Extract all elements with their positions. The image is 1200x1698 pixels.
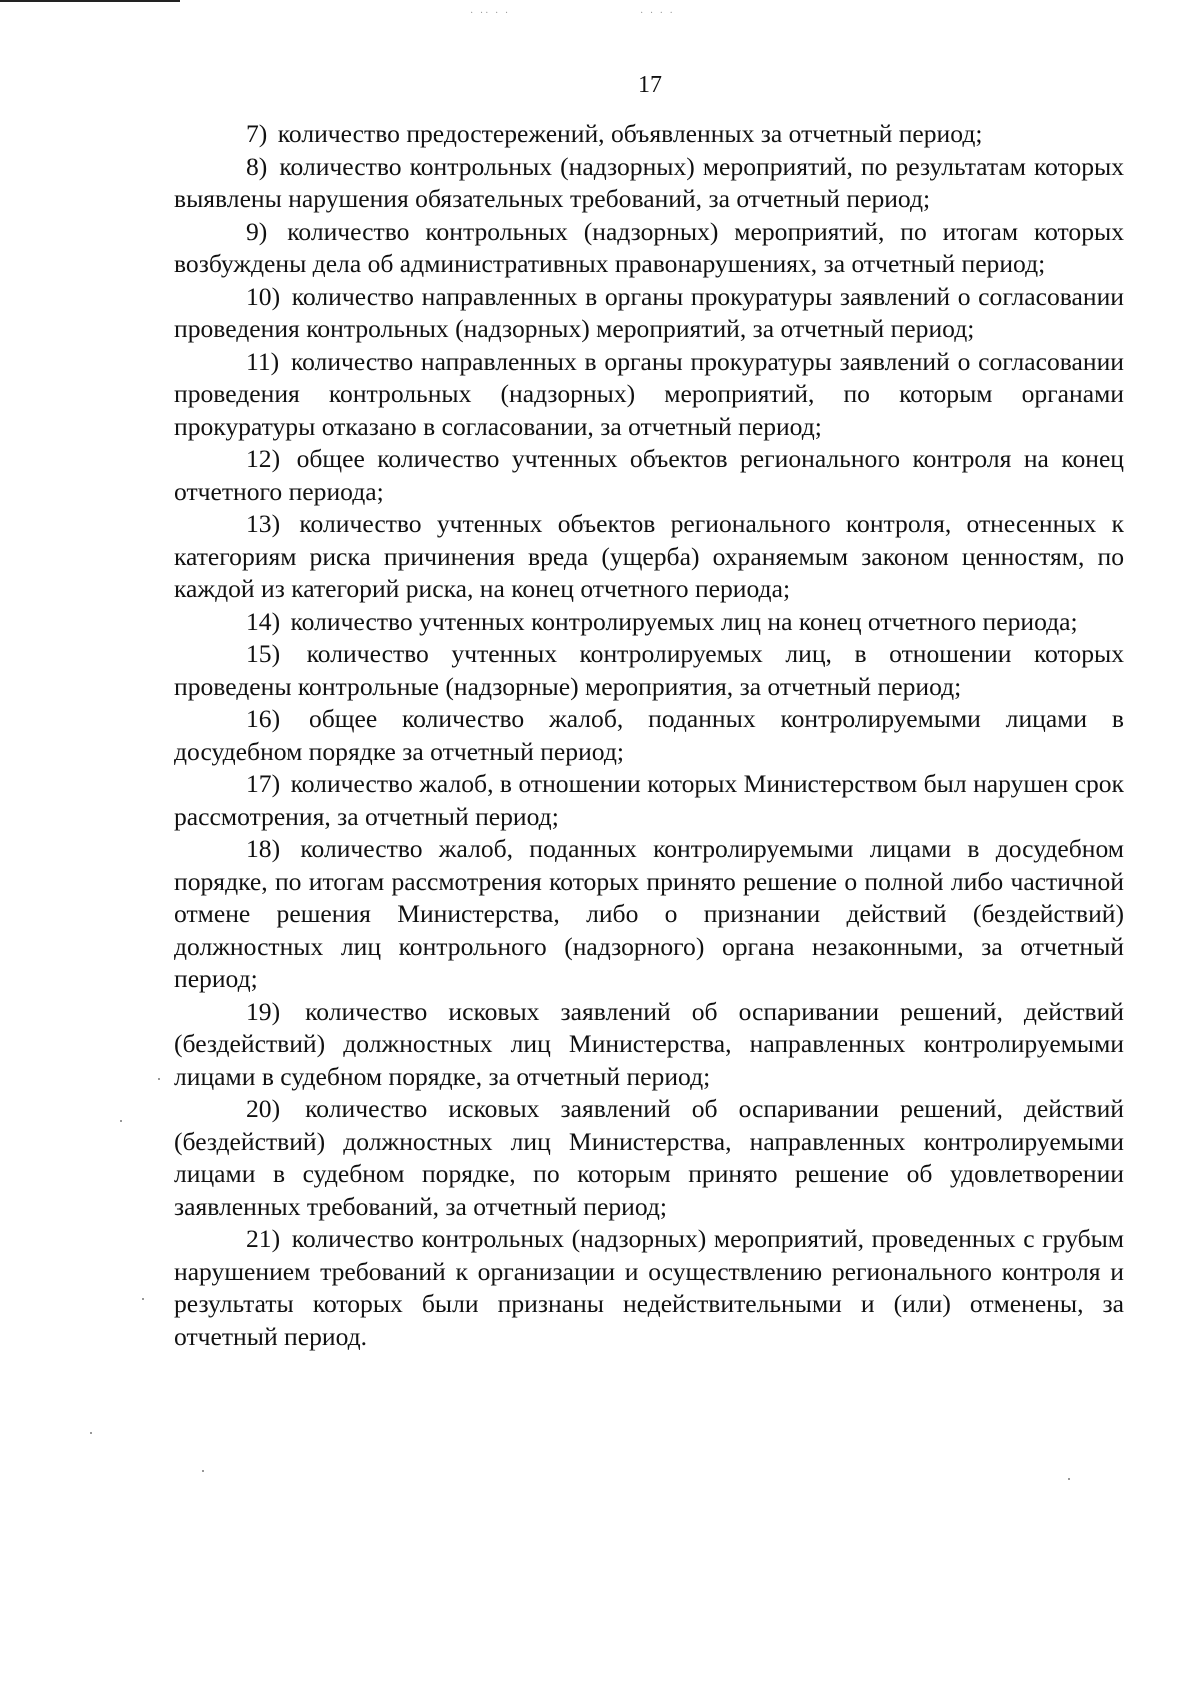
list-item-number: 21) [246,1224,281,1253]
list-item [174,216,1124,281]
list-item-text: общее количество жалоб, поданных контролируемыми лицами в досудебном порядке за отчетный период; [174,704,1124,766]
list-item-number: 16) [246,704,281,733]
list-item [174,346,1124,444]
scan-speck [202,1470,204,1472]
scan-edge-line [0,0,180,2]
document-body [174,118,1124,1353]
list-item [174,1223,1124,1353]
list-item [174,443,1124,508]
list-item [174,606,1124,639]
scan-speck [158,1078,160,1080]
scan-noise-mark: · · · · [640,8,675,19]
scan-speck [120,1120,122,1122]
list-item-number: 18) [246,834,281,863]
list-item-number: 20) [246,1094,281,1123]
list-item-text: количество контрольных (надзорных) мероприятий, по результатам которых выявлены нарушения обязательных требований, за отчетный период; [174,151,1124,213]
list-item-text: количество контрольных (надзорных) мероприятий, проведенных с грубым нарушением требований к организации и осуществлению регионального контроля и результаты которых были признаны недействительными и (или) отменены, за отчетный период. [174,1224,1124,1351]
scan-noise-mark: · ·· · · [470,8,511,19]
list-item [174,996,1124,1094]
list-item-text: количество учтенных контролируемых лиц, в отношении которых проведены контрольные (надзорные) мероприятия, за отчетный период; [174,639,1124,701]
list-item-text: количество учтенных контролируемых лиц на конец отчетного периода; [290,606,1078,636]
list-item [174,151,1124,216]
list-item-number: 8) [246,151,268,181]
list-item-number: 14) [246,606,281,636]
list-item-number: 10) [246,281,281,311]
list-item [174,508,1124,606]
scan-speck [1068,1478,1070,1480]
list-item-number: 12) [246,444,281,473]
list-item-number: 17) [246,769,281,798]
list-item-number: 7) [246,119,268,148]
list-item-number: 13) [246,509,281,538]
list-item-text: количество учтенных объектов регионального контроля, отнесенных к категориям риска причинения вреда (ущерба) охраняемым законом ценностям, по каждой из категорий риска, на конец отчетного периода; [174,509,1124,603]
list-item-text: количество исковых заявлений об оспаривании решений, действий (бездействий) должностных лиц Министерства, направленных контролируемыми лицами в судебном порядке, по которым принято решение об удовлетворении заявленных требований, за отчетный период; [174,1094,1124,1221]
list-item [174,703,1124,768]
list-item-text: количество жалоб, поданных контролируемыми лицами в досудебном порядке, по итогам рассмотрения которых принято решение о полной либо частичной отмене решения Министерства, либо о признании действий (бездействий) должностных лиц контрольного (надзорного) органа незаконными, за отчетный период; [174,834,1124,993]
page-number: 17 [638,72,662,98]
list-item-number: 19) [246,996,281,1026]
list-item [174,833,1124,996]
list-item-text: количество предостережений, объявленных за отчетный период; [277,119,983,148]
list-item-text: количество исковых заявлений об оспаривании решений, действий (бездействий) должностных лиц Министерства, направленных контролируемыми лицами в судебном порядке, за отчетный период; [174,996,1124,1091]
scan-speck [90,1432,92,1434]
list-item [174,281,1124,346]
list-item-text: общее количество учтенных объектов регионального контроля на конец отчетного периода; [174,444,1124,506]
list-item-number: 11) [246,346,280,376]
list-item-text: количество направленных в органы прокуратуры заявлений о согласовании проведения контрольных (надзорных) мероприятий, за отчетный период; [174,281,1125,343]
list-item-number: 9) [246,216,268,246]
list-item-text: количество контрольных (надзорных) мероприятий, по итогам которых возбуждены дела об административных правонарушениях, за отчетный период; [174,216,1124,278]
list-item-number: 15) [246,639,281,668]
list-item [174,1093,1124,1223]
list-item [174,118,1124,151]
list-item [174,768,1124,833]
list-item-text: количество направленных в органы прокуратуры заявлений о согласовании проведения контрольных (надзорных) мероприятий, по которым органами прокуратуры отказано в согласовании, за отчетный период; [174,346,1124,441]
list-item [174,638,1124,703]
scan-speck [142,1298,144,1300]
list-item-text: количество жалоб, в отношении которых Министерством был нарушен срок рассмотрения, за отчетный период; [174,769,1124,831]
